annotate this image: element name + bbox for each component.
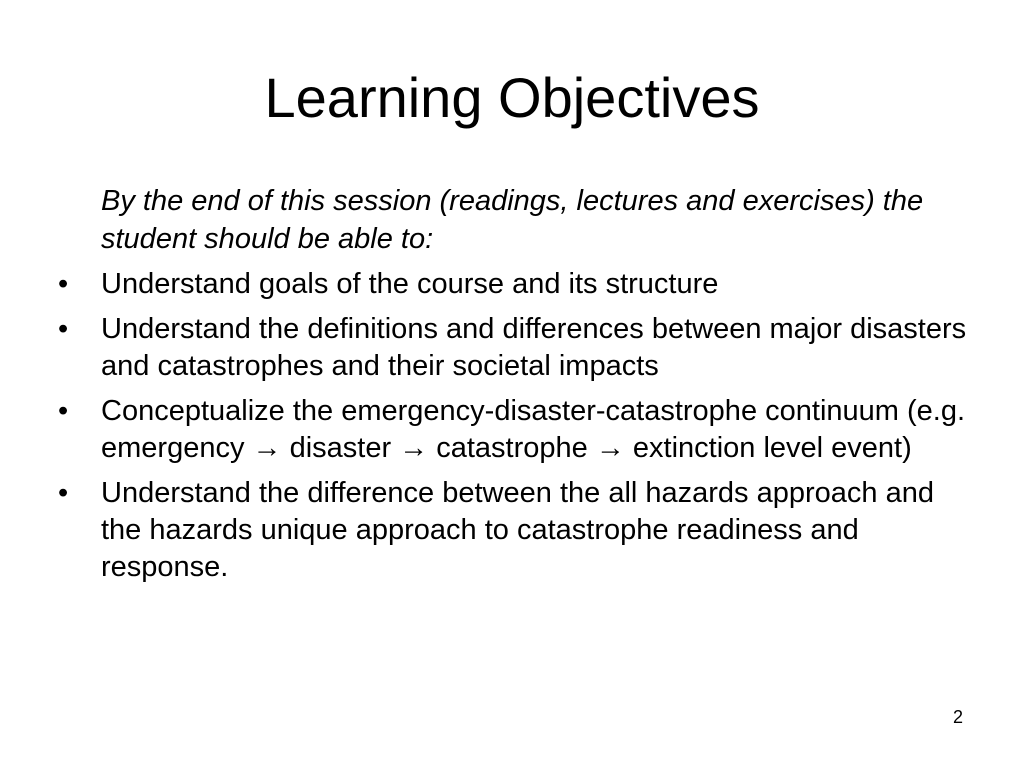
list-item	[0, 393, 981, 467]
list-item-text: Understand the definitions and differences between major disasters and catastrophes and their societal impacts	[101, 313, 967, 382]
list-item	[0, 266, 981, 303]
list-item-text: Understand the difference between the all hazards approach and the hazards unique approach to catastrophe readiness and response.	[101, 477, 934, 583]
slide-title: Learning Objectives	[264, 66, 760, 129]
objectives-list	[0, 266, 1024, 594]
bullet-icon: •	[58, 477, 69, 509]
bullet-icon: •	[58, 313, 69, 345]
list-item-text: Understand goals of the course and its structure	[101, 268, 719, 300]
list-item	[0, 475, 981, 586]
bullet-icon: •	[58, 268, 69, 300]
bullet-icon: •	[58, 395, 69, 427]
page-number: 2	[952, 707, 963, 727]
list-item-text: Conceptualize the emergency-disaster-catastrophe continuum (e.g. emergency → disaster → catastrophe → extinction level event)	[101, 395, 966, 464]
list-item	[0, 311, 981, 385]
intro-text: By the end of this session (readings, lectures and exercises) the student should be able to:	[101, 185, 924, 255]
